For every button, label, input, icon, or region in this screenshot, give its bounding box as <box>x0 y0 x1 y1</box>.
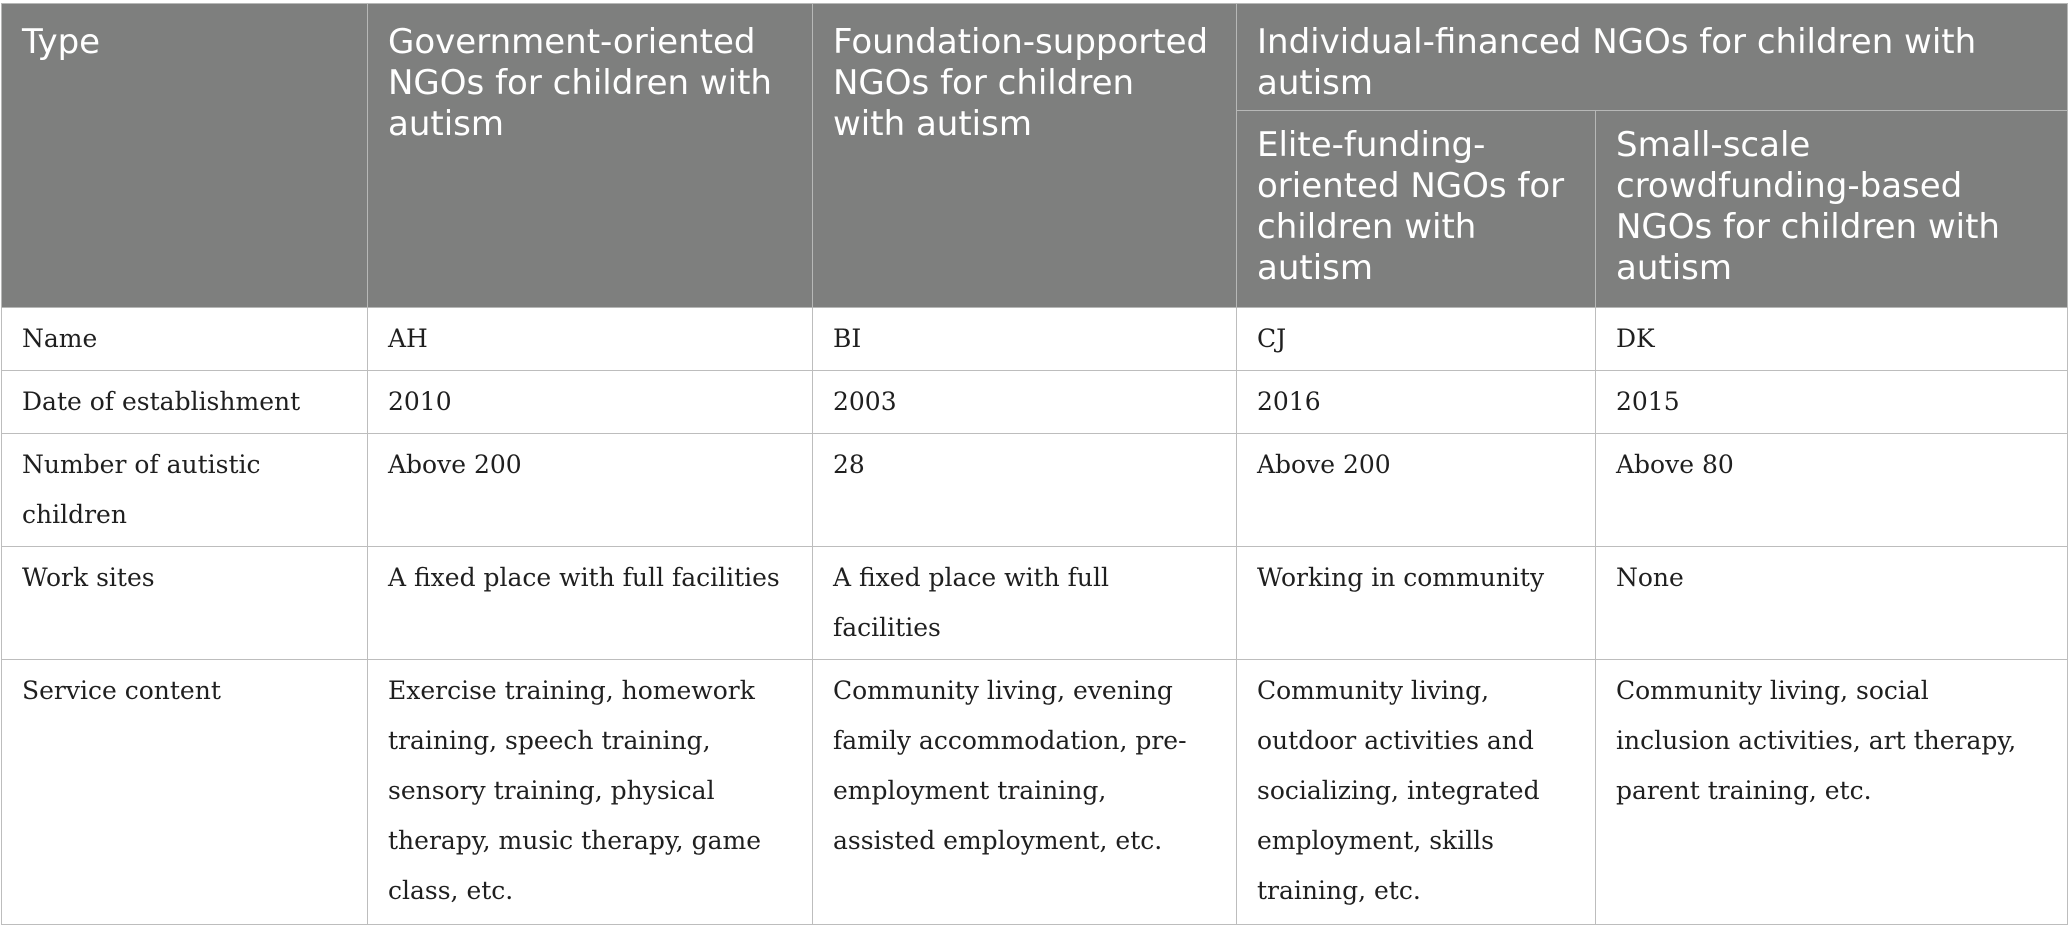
table-row-date-of-establishment <box>2 371 2068 434</box>
header-type: Type <box>2 4 368 308</box>
table-cell: Community living, social inclusion activities, art therapy, parent training, etc. <box>1596 660 2068 925</box>
header-government-oriented: Government-oriented NGOs for children with autism <box>368 4 813 308</box>
table-row-work-sites <box>2 547 2068 660</box>
table-cell: Working in community <box>1237 547 1596 660</box>
table-cell: A fixed place with full facilities <box>813 547 1237 660</box>
header-individual-financed: Individual-financed NGOs for children with autism <box>1237 4 2068 111</box>
table-cell: 2003 <box>813 371 1237 434</box>
row-label: Name <box>2 308 368 371</box>
row-label: Work sites <box>2 547 368 660</box>
table-cell: Above 200 <box>368 434 813 547</box>
header-row-top <box>2 4 2068 111</box>
table-header <box>2 4 2068 308</box>
table-body <box>2 308 2068 925</box>
row-label: Date of establishment <box>2 371 368 434</box>
table-cell: DK <box>1596 308 2068 371</box>
ngo-comparison-table <box>1 3 2068 925</box>
table-cell: BI <box>813 308 1237 371</box>
table-cell: 28 <box>813 434 1237 547</box>
table-cell: 2010 <box>368 371 813 434</box>
table-cell: Community living, outdoor activities and socializing, integrated employment, skills training, etc. <box>1237 660 1596 925</box>
table-cell: 2016 <box>1237 371 1596 434</box>
table-cell: Above 80 <box>1596 434 2068 547</box>
table-cell: CJ <box>1237 308 1596 371</box>
header-elite-funding: Elite-funding-oriented NGOs for children with autism <box>1237 111 1596 308</box>
table-cell: Community living, evening family accommodation, pre-employment training, assisted employment, etc. <box>813 660 1237 925</box>
table-cell: A fixed place with full facilities <box>368 547 813 660</box>
table-cell: Exercise training, homework training, speech training, sensory training, physical therapy, music therapy, game class, etc. <box>368 660 813 925</box>
header-foundation-supported: Foundation-supported NGOs for children with autism <box>813 4 1237 308</box>
header-small-scale-crowdfunding: Small-scale crowdfunding-based NGOs for children with autism <box>1596 111 2068 308</box>
table-row-name <box>2 308 2068 371</box>
table-cell: Above 200 <box>1237 434 1596 547</box>
table-row-number-of-autistic-children <box>2 434 2068 547</box>
table-cell: 2015 <box>1596 371 2068 434</box>
table-cell: None <box>1596 547 2068 660</box>
table-cell: AH <box>368 308 813 371</box>
table-row-service-content <box>2 660 2068 925</box>
row-label: Number of autistic children <box>2 434 368 547</box>
row-label: Service content <box>2 660 368 925</box>
